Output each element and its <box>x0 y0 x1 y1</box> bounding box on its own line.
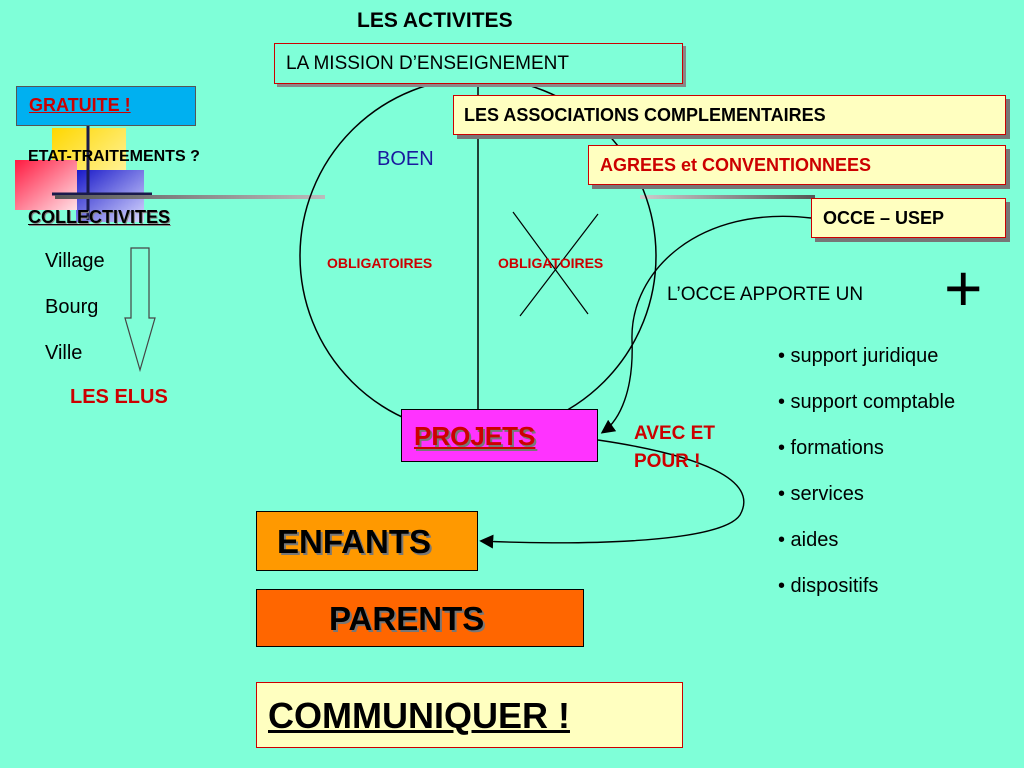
list-item: • services <box>778 483 864 505</box>
place-ville: Ville <box>45 342 83 364</box>
gratuite-box <box>16 86 196 126</box>
mission-label: LA MISSION D’ENSEIGNEMENT <box>286 53 569 74</box>
agrees-label: AGREES et CONVENTIONNEES <box>600 155 872 175</box>
place-bourg: Bourg <box>45 296 99 318</box>
hollow-down-arrow <box>125 248 155 370</box>
list-item: • support comptable <box>778 391 956 413</box>
list-item: • support juridique <box>778 345 939 367</box>
gratuite-label: GRATUITE ! <box>29 95 131 115</box>
left-separator-line <box>55 195 325 199</box>
communiquer-box <box>256 682 683 748</box>
parents-box <box>256 589 584 647</box>
enfants-box <box>256 511 478 571</box>
list-item: • dispositifs <box>778 575 879 597</box>
agrees-box <box>588 145 1006 185</box>
supports-list <box>778 343 955 619</box>
occe-usep-label: OCCE – USEP <box>823 208 945 228</box>
place-village: Village <box>45 250 105 272</box>
occe-apporte-label: L’OCCE APPORTE UN <box>667 284 864 305</box>
boen-label: BOEN <box>377 148 434 170</box>
page-title: LES ACTIVITES <box>357 9 513 32</box>
projets-label: PROJETS <box>414 421 536 451</box>
enfants-label: ENFANTS <box>277 523 432 560</box>
right-separator-line <box>640 195 815 199</box>
pour-line: POUR ! <box>634 451 701 472</box>
occe-usep-box <box>811 198 1006 238</box>
avec-pour-text <box>634 420 715 476</box>
plus-icon: + <box>944 251 983 325</box>
communiquer-label: COMMUNIQUER ! <box>268 695 570 736</box>
list-item: • formations <box>778 437 884 459</box>
associations-box <box>453 95 1006 135</box>
obligatoires-left-label: OBLIGATOIRES <box>327 255 433 271</box>
mission-box <box>274 43 683 84</box>
collectivites-label: COLLECTIVITES <box>28 207 171 227</box>
obligatoires-right-label: OBLIGATOIRES <box>498 255 604 271</box>
parents-label: PARENTS <box>329 600 485 637</box>
etat-traitements-label: ETAT-TRAITEMENTS ? <box>28 148 200 165</box>
projets-box <box>401 409 598 462</box>
associations-label: LES ASSOCIATIONS COMPLEMENTAIRES <box>464 105 826 125</box>
les-elus-label: LES ELUS <box>70 386 168 408</box>
list-item: • aides <box>778 529 839 551</box>
avec-line: AVEC ET <box>634 423 715 444</box>
